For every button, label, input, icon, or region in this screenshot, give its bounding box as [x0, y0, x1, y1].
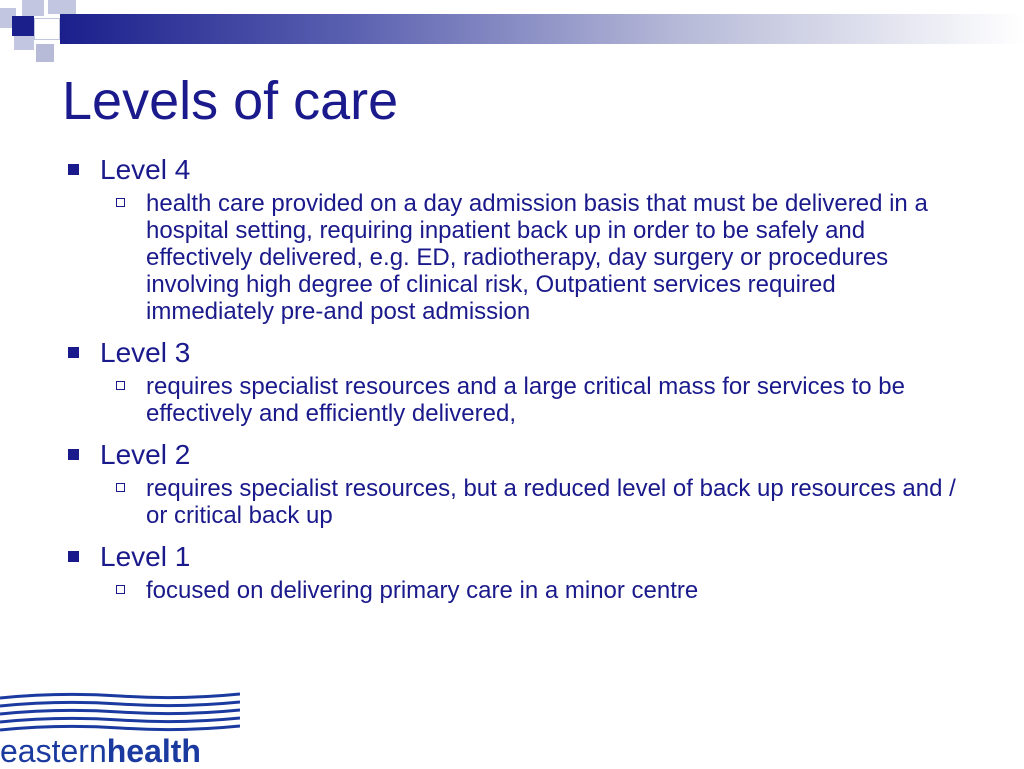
level-description: requires specialist resources and a large critical mass for services to be effectively and efficiently delivered, — [146, 373, 905, 427]
level-label: Level 2 — [100, 439, 191, 470]
header-gradient-bar — [60, 14, 1024, 44]
hollow-square-bullet-icon — [116, 381, 125, 390]
slide-content — [62, 152, 962, 614]
level-description: requires specialist resources, but a reduced level of back up resources and / or critical back up — [146, 475, 956, 529]
decor-square — [48, 0, 76, 14]
level-label: Level 4 — [100, 154, 191, 185]
sub-item — [62, 475, 962, 529]
hollow-square-bullet-icon — [116, 198, 125, 207]
decor-square — [36, 44, 54, 62]
eastern-health-logo — [0, 734, 201, 768]
logo-waves-icon — [0, 692, 240, 736]
level-description: health care provided on a day admission basis that must be delivered in a hospital setting, requiring inpatient back up in order to be safely and effectively delivered, e.g. ED, radiotherapy, day surgery or procedures involving high degree of clinical risk, Outpatient services required immediately pre-and post admission — [146, 190, 928, 325]
decor-square — [12, 16, 34, 36]
sub-item — [62, 190, 962, 325]
square-bullet-icon — [68, 551, 79, 562]
list-item-level-3 — [62, 335, 962, 427]
level-label: Level 3 — [100, 337, 191, 368]
square-bullet-icon — [68, 347, 79, 358]
decor-square — [22, 0, 44, 16]
level-description: focused on delivering primary care in a minor centre — [146, 577, 699, 604]
hollow-square-bullet-icon — [116, 483, 125, 492]
sub-item — [62, 373, 962, 427]
decor-square — [14, 36, 34, 50]
list-item-level-1 — [62, 539, 962, 604]
logo-text-health: health — [106, 733, 201, 769]
slide-title: Levels of care — [62, 71, 399, 131]
level-label: Level 1 — [100, 541, 191, 572]
square-bullet-icon — [68, 164, 79, 175]
list-item-level-2 — [62, 437, 962, 529]
square-bullet-icon — [68, 449, 79, 460]
hollow-square-bullet-icon — [116, 585, 125, 594]
logo-text-eastern: eastern — [0, 733, 107, 769]
sub-item — [62, 577, 962, 604]
decor-square — [34, 18, 60, 40]
list-item-level-4 — [62, 152, 962, 325]
